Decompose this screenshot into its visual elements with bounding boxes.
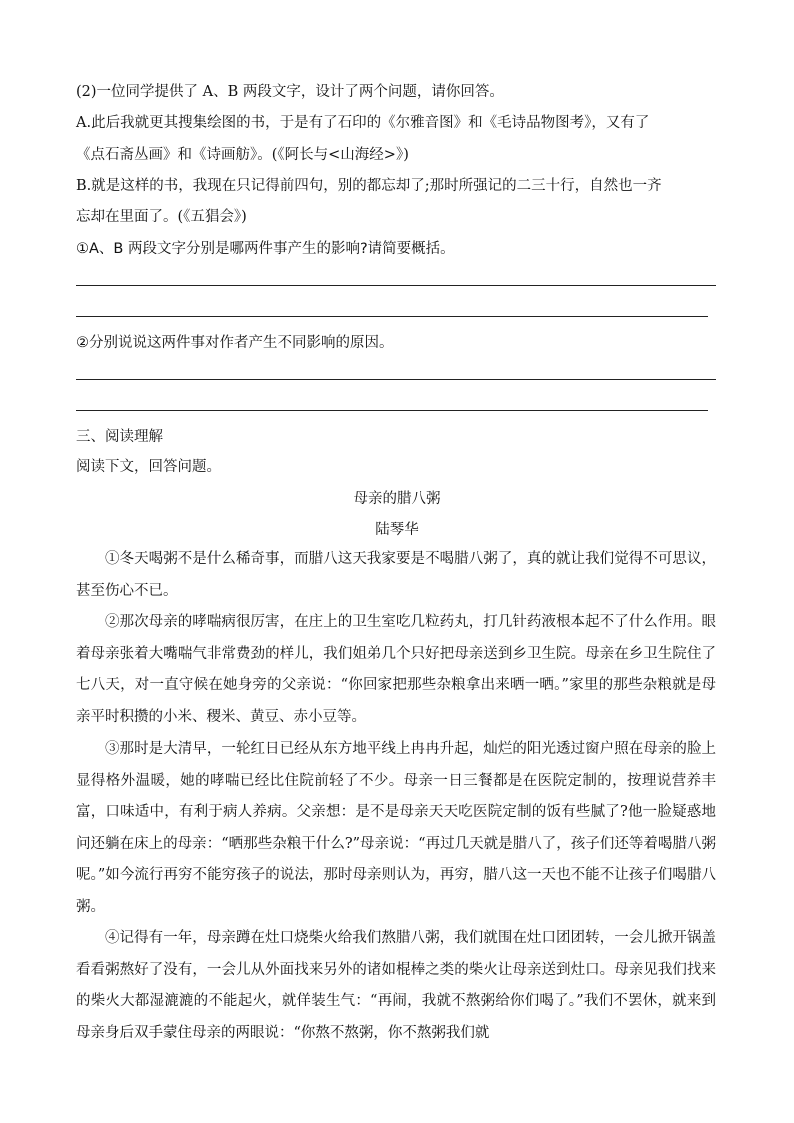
article-author: 陆琴华: [375, 522, 419, 538]
article-title: 母亲的腊八粥: [353, 491, 441, 507]
article-paragraph-1: ①冬天喝粥不是什么稀奇事，而腊八这天我家要是不喝腊八粥了，真的就让我们觉得不可思议，甚至伤心不已。: [76, 551, 716, 599]
article-paragraph-4: ④记得有一年，母亲蹲在灶口烧柴火给我们熬腊八粥，我们就围在灶口团团转，一会儿掀开锅盖看看粥熬好了没有，一会儿从外面找来另外的诸如棍棒之类的柴火让母亲送到灶口。母亲见我们找来的柴火大都湿漉漉的不能起火，就佯装生气：“再闹，我就不熬粥给你们喝了。”我们不罢休，就来到母亲身后双手蒙住母亲的两眼说：“你熬不熬粥，你不熬粥我们就: [76, 930, 716, 1041]
answer-line[interactable]: [76, 410, 708, 411]
answer-line[interactable]: [76, 379, 716, 380]
article-paragraph-3: ③那时是大清早，一轮红日已经从东方地平线上冉冉升起，灿烂的阳光透过窗户照在母亲的脸上显得格外温暖，她的哮喘已经比住院前轻了不少。母亲一日三餐都是在医院定制的，按理说营养丰富，口味适中，有利于病人养病。父亲想：是不是母亲天天吃医院定制的饭有些腻了?他一脸疑惑地问还躺在床上的母亲：“晒那些杂粮干什么?”母亲说：“再过几天就是腊八了，孩子们还等着喝腊八粥呢。”如今流行再穷不能穷孩子的说法，那时母亲则认为，再穷，腊八这一天也不能不让孩子们喝腊八粥。: [76, 741, 716, 915]
question-2-intro: (2)一位同学提供了 A、B 两段文字，设计了两个问题，请你回答。: [76, 84, 504, 100]
reading-instruction: 阅读下文，回答问题。: [76, 459, 221, 475]
article-paragraph-2: ②那次母亲的哮喘病很厉害，在庄上的卫生室吃几粒药丸，打几针药液根本起不了什么作用。眼着母亲张着大嘴喘气非常费劲的样儿，我们姐弟几个只好把母亲送到乡卫生院。母亲在乡卫生院住了七八天，对一直守候在她身旁的父亲说：“你回家把那些杂粮拿出来晒一晒。”家里的那些杂粮就是母亲平时积攒的小米、稷米、黄豆、赤小豆等。: [76, 614, 716, 725]
sub-question-2: ②分别说说这两件事对作者产生不同影响的原因。: [76, 335, 394, 351]
answer-line[interactable]: [76, 316, 708, 317]
sub-question-1: ①A、B 两段文字分别是哪两件事产生的影响?请简要概括。: [76, 241, 455, 257]
passage-b-line-1: B.就是这样的书，我现在只记得前四句，别的都忘却了;那时所强记的二三十行，自然也一齐: [76, 178, 662, 194]
answer-line[interactable]: [76, 285, 716, 286]
section-heading: 三、阅读理解: [76, 429, 163, 445]
passage-a-line-2: 《点石斋丛画》和《诗画舫》。(《阿长与<山海经>》): [76, 147, 409, 163]
passage-a-line-1: A.此后我就更其搜集绘图的书，于是有了石印的《尔雅音图》和《毛诗品物图考》，又有了: [76, 115, 650, 131]
passage-b-line-2: 忘却在里面了。(《五猖会》): [76, 209, 247, 225]
